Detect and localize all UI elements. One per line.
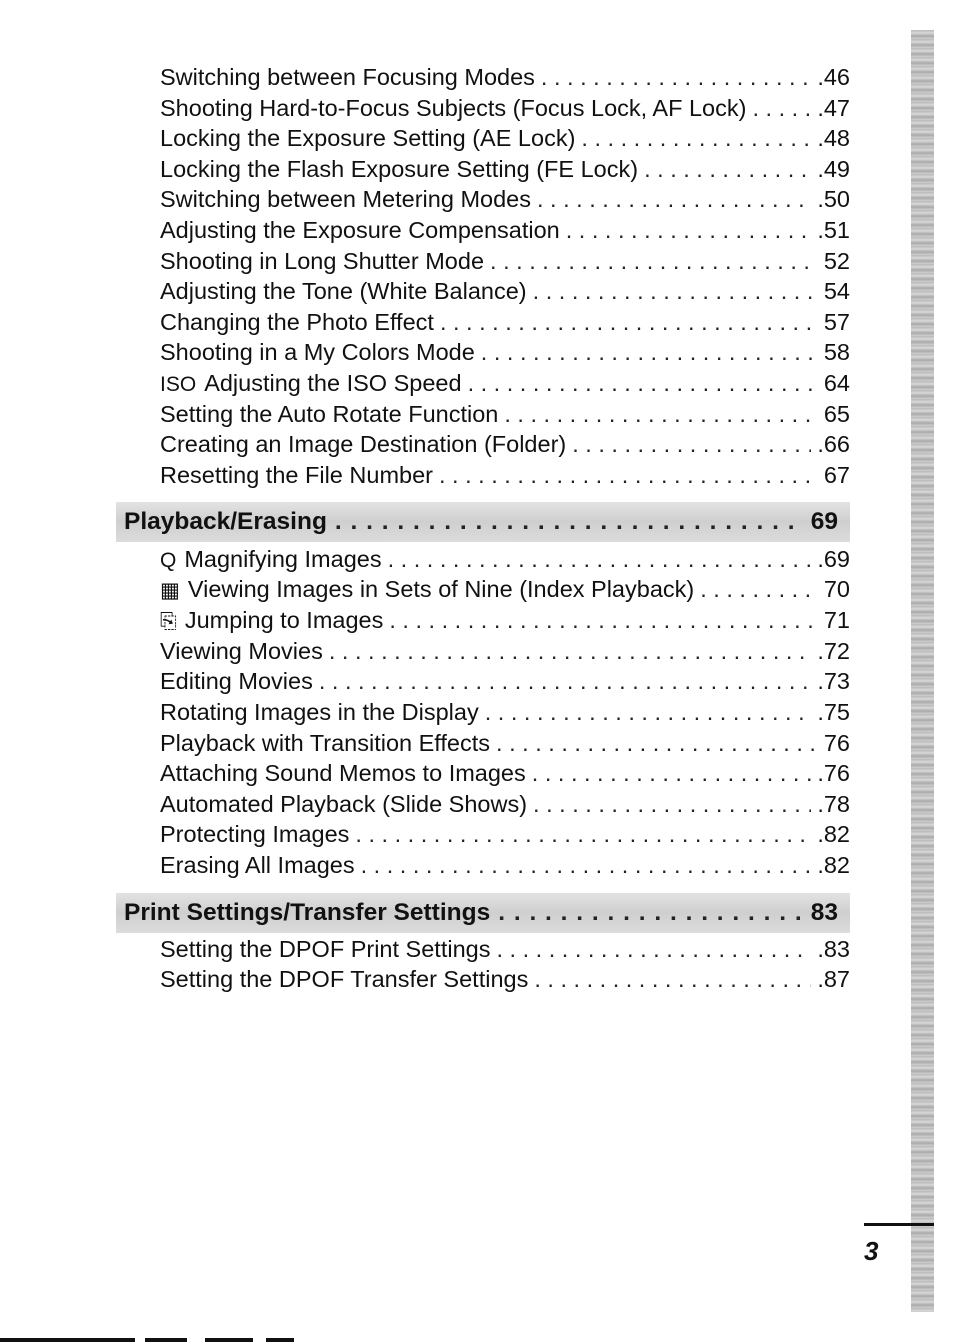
- section-heading-playback[interactable]: [116, 502, 850, 542]
- dot-leader: [361, 852, 812, 879]
- toc-entry[interactable]: [160, 760, 850, 790]
- heading-title: Print Settings/Transfer Settings: [124, 899, 491, 926]
- toc-entry[interactable]: [160, 462, 850, 492]
- dot-leader: [490, 248, 818, 275]
- dot-leader: [504, 401, 817, 428]
- entry-page: .50: [817, 186, 850, 212]
- dot-leader: [440, 309, 818, 336]
- page-number-rule: [864, 1223, 934, 1226]
- toc-entry[interactable]: [160, 64, 850, 94]
- entry-page: .48: [817, 125, 850, 151]
- toc-entry[interactable]: [160, 217, 850, 247]
- entry-title: Switching between Focusing Modes: [160, 64, 535, 90]
- dot-leader: [355, 821, 811, 848]
- entry-page: 76: [823, 730, 850, 756]
- toc-entry[interactable]: [160, 431, 850, 461]
- entry-title: Shooting in Long Shutter Mode: [160, 248, 485, 274]
- toc-entry[interactable]: [160, 791, 850, 821]
- entry-page: .49: [817, 156, 850, 182]
- dot-leader: [752, 95, 811, 122]
- entry-title: Shooting Hard-to-Focus Subjects (Focus Lock, AF Lock): [160, 95, 747, 121]
- dot-leader: [532, 760, 812, 787]
- entry-title: Adjusting the ISO Speed: [204, 370, 462, 396]
- iso-icon: ISO: [160, 373, 197, 396]
- toc-entry[interactable]: [160, 638, 850, 668]
- entry-title: Resetting the File Number: [160, 462, 433, 488]
- entry-page: .75: [817, 699, 850, 725]
- entry-title: Changing the Photo Effect: [160, 309, 434, 335]
- entry-page: 57: [823, 309, 850, 335]
- dot-leader: [533, 791, 811, 818]
- toc-entry[interactable]: [160, 339, 850, 369]
- entry-page: .76: [817, 760, 850, 786]
- entry-title: Erasing All Images: [160, 852, 355, 878]
- toc-entry[interactable]: [160, 966, 850, 996]
- toc-entry[interactable]: [160, 370, 850, 400]
- entry-page: 71: [823, 607, 850, 633]
- entry-page: 67: [823, 462, 850, 488]
- toc-entry[interactable]: [160, 186, 850, 216]
- entry-page: .82: [817, 821, 850, 847]
- dot-leader: [439, 462, 818, 489]
- entry-title: Magnifying Images: [184, 546, 382, 572]
- entry-title: Protecting Images: [160, 821, 350, 847]
- toc-entry[interactable]: [160, 730, 850, 760]
- entry-title: Setting the Auto Rotate Function: [160, 401, 499, 427]
- entry-page: 58: [823, 339, 850, 365]
- entry-title: Shooting in a My Colors Mode: [160, 339, 475, 365]
- jump-icon: ⎘: [160, 610, 177, 633]
- entry-page: 64: [823, 370, 850, 396]
- toc-entry[interactable]: [160, 546, 850, 576]
- bottom-edge-mark: [205, 1338, 253, 1342]
- page-number: 3: [864, 1236, 879, 1266]
- toc-entry[interactable]: [160, 278, 850, 308]
- toc-entry[interactable]: [160, 852, 850, 882]
- toc-entry[interactable]: [160, 125, 850, 155]
- entry-title: Switching between Metering Modes: [160, 186, 531, 212]
- bottom-edge-mark: [0, 1338, 135, 1342]
- entry-page: 70: [823, 576, 850, 602]
- dot-leader: [468, 370, 818, 397]
- toc-entry[interactable]: [160, 699, 850, 729]
- entry-page: .83: [817, 936, 850, 962]
- dot-leader: [498, 899, 803, 927]
- entry-title: Creating an Image Destination (Folder): [160, 431, 567, 457]
- dot-leader: [644, 156, 811, 183]
- magnify-icon: Q: [160, 549, 177, 572]
- chapter-edge-tab: [911, 30, 934, 1312]
- dot-leader: [537, 186, 811, 213]
- toc-entry[interactable]: [160, 821, 850, 851]
- entry-title: Viewing Images in Sets of Nine (Index Playback): [187, 576, 695, 602]
- entry-page: 65: [823, 401, 850, 427]
- dot-leader: [485, 699, 812, 726]
- index-grid-icon: ▦: [160, 579, 180, 602]
- dot-leader: [581, 125, 811, 152]
- dot-leader: [329, 638, 811, 665]
- entry-title: Automated Playback (Slide Shows): [160, 791, 528, 817]
- heading-page: 69: [810, 508, 838, 535]
- toc-entry[interactable]: [160, 309, 850, 339]
- entry-page: .66: [817, 431, 850, 457]
- dot-leader: [541, 64, 811, 91]
- dot-leader: [534, 966, 811, 993]
- entry-page: .82: [817, 852, 850, 878]
- entry-title: Rotating Images in the Display: [160, 699, 479, 725]
- entry-title: Jumping to Images: [184, 607, 384, 633]
- entry-page: .72: [817, 638, 850, 664]
- entry-page: .78: [817, 791, 850, 817]
- entry-page: .69: [817, 546, 850, 572]
- entry-title: Adjusting the Tone (White Balance): [160, 278, 527, 304]
- dot-leader: [572, 431, 811, 458]
- entry-page: .47: [817, 95, 850, 121]
- dot-leader: [319, 668, 812, 695]
- toc-entry[interactable]: [160, 607, 850, 637]
- dot-leader: [700, 576, 818, 603]
- bottom-edge-mark: [266, 1338, 294, 1342]
- toc-entry[interactable]: [160, 401, 850, 431]
- entry-page: .51: [817, 217, 850, 243]
- dot-leader: [496, 730, 818, 757]
- dot-leader: [335, 508, 803, 536]
- section-heading-print[interactable]: [116, 893, 850, 933]
- toc-entry[interactable]: [160, 156, 850, 186]
- heading-title: Playback/Erasing: [124, 508, 327, 535]
- toc-entry[interactable]: [160, 668, 850, 698]
- bottom-edge-mark: [145, 1338, 187, 1342]
- entry-title: Setting the DPOF Transfer Settings: [160, 966, 529, 992]
- dot-leader: [566, 217, 812, 244]
- toc-entry[interactable]: [160, 95, 850, 125]
- entry-page: .87: [817, 966, 850, 992]
- dot-leader: [388, 546, 812, 573]
- entry-title: Locking the Flash Exposure Setting (FE Lock): [160, 156, 639, 182]
- dot-leader: [389, 607, 818, 634]
- toc-entry[interactable]: [160, 936, 850, 966]
- entry-title: Locking the Exposure Setting (AE Lock): [160, 125, 576, 151]
- entry-page: .46: [817, 64, 850, 90]
- entry-page: 54: [823, 278, 850, 304]
- toc-entry[interactable]: [160, 576, 850, 606]
- entry-title: Playback with Transition Effects: [160, 730, 491, 756]
- entry-title: Attaching Sound Memos to Images: [160, 760, 526, 786]
- heading-page: 83: [810, 899, 838, 926]
- entry-title: Editing Movies: [160, 668, 313, 694]
- entry-page: .73: [817, 668, 850, 694]
- entry-title: Viewing Movies: [160, 638, 323, 664]
- toc-entry[interactable]: [160, 248, 850, 278]
- entry-page: 52: [823, 248, 850, 274]
- dot-leader: [496, 936, 811, 963]
- dot-leader: [533, 278, 818, 305]
- dot-leader: [481, 339, 818, 366]
- entry-title: Setting the DPOF Print Settings: [160, 936, 491, 962]
- entry-title: Adjusting the Exposure Compensation: [160, 217, 560, 243]
